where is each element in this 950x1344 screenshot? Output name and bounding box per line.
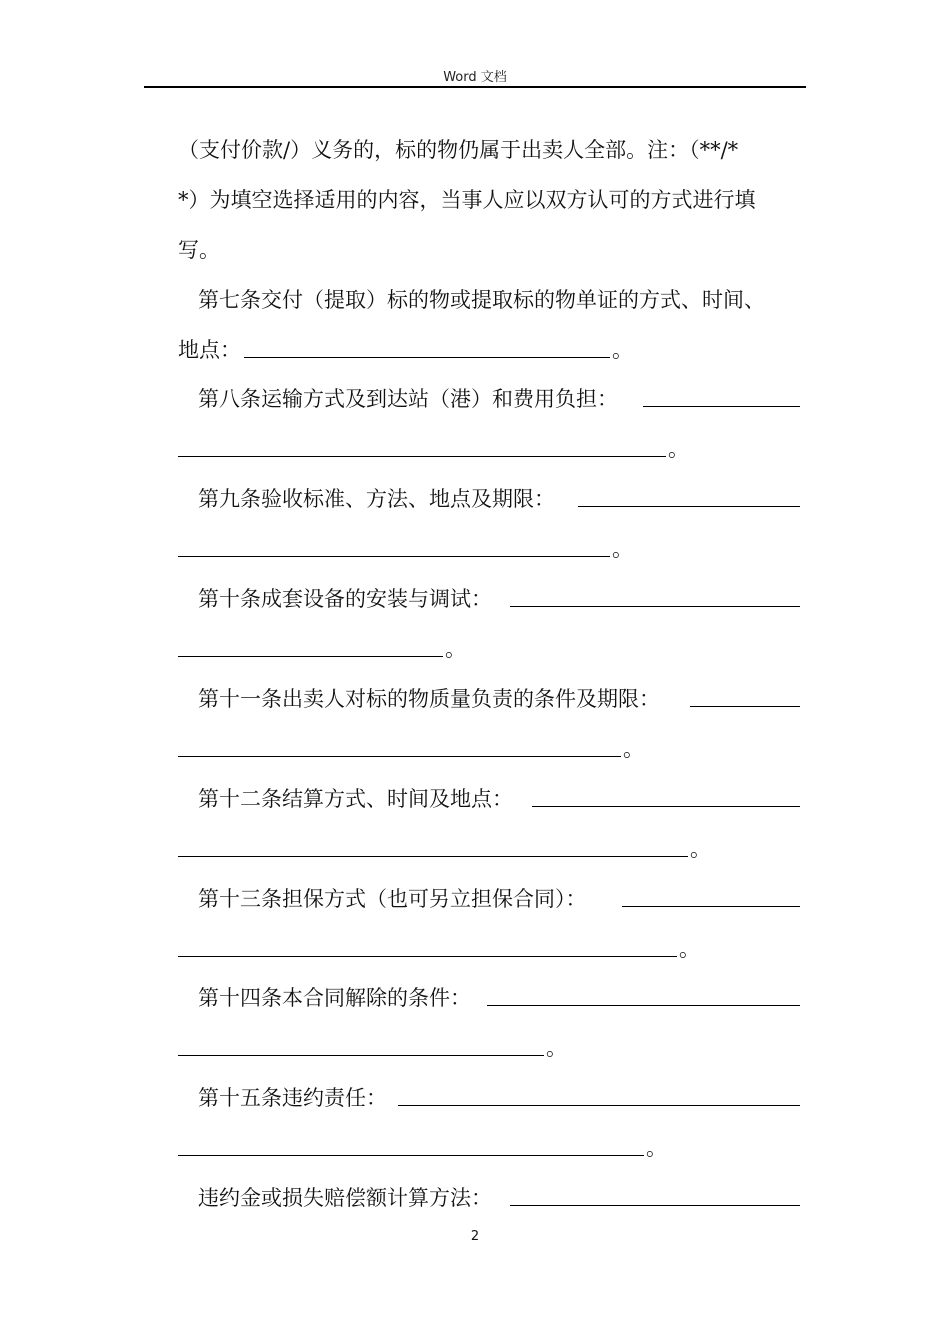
fill-blank: [178, 556, 610, 557]
fill-blank: [178, 856, 688, 857]
fill-blank: [532, 806, 800, 807]
clause-9: 第九条验收标准、方法、地点及期限：: [198, 487, 555, 511]
period: 。: [612, 338, 633, 362]
period: 。: [445, 637, 466, 661]
period: 。: [623, 737, 644, 761]
fill-blank: [622, 906, 800, 907]
paragraph-line: *）为填空选择适用的内容，当事人应以双方认可的方式进行填: [178, 188, 756, 212]
period: 。: [690, 837, 711, 861]
period: 。: [679, 937, 700, 961]
period: 。: [646, 1136, 667, 1160]
clause-12: 第十二条结算方式、时间及地点：: [198, 787, 513, 811]
clause-10: 第十条成套设备的安装与调试：: [198, 587, 492, 611]
penalty-method: 违约金或损失赔偿额计算方法：: [198, 1186, 492, 1210]
fill-blank: [487, 1005, 800, 1006]
period: 。: [612, 537, 633, 561]
fill-blank: [398, 1105, 800, 1106]
fill-blank: [643, 406, 800, 407]
fill-blank: [178, 1055, 544, 1056]
clause-11: 第十一条出卖人对标的物质量负责的条件及期限：: [198, 687, 660, 711]
fill-blank: [178, 956, 677, 957]
fill-blank: [510, 1205, 800, 1206]
fill-blank: [178, 756, 621, 757]
paragraph-line: 写。: [178, 238, 220, 262]
paragraph-line: （支付价款/）义务的，标的物仍属于出卖人全部。注：（**/*: [178, 138, 739, 162]
fill-blank: [578, 506, 800, 507]
header-rule: [144, 86, 806, 88]
clause-7-line2: 地点：: [178, 338, 241, 362]
page-header: Word 文档: [443, 70, 507, 85]
clause-8: 第八条运输方式及到达站（港）和费用负担：: [198, 387, 618, 411]
fill-blank: [178, 456, 666, 457]
fill-blank: [510, 606, 800, 607]
period: 。: [668, 437, 689, 461]
clause-14: 第十四条本合同解除的条件：: [198, 986, 471, 1010]
page-number: 2: [470, 1229, 480, 1244]
fill-blank: [178, 656, 443, 657]
clause-7-line1: 第七条交付（提取）标的物或提取标的物单证的方式、时间、: [198, 288, 765, 312]
period: 。: [546, 1036, 567, 1060]
clause-15: 第十五条违约责任：: [198, 1086, 387, 1110]
fill-blank: [178, 1155, 644, 1156]
clause-13: 第十三条担保方式（也可另立担保合同）：: [198, 887, 587, 911]
fill-blank: [244, 357, 610, 358]
fill-blank: [690, 706, 800, 707]
